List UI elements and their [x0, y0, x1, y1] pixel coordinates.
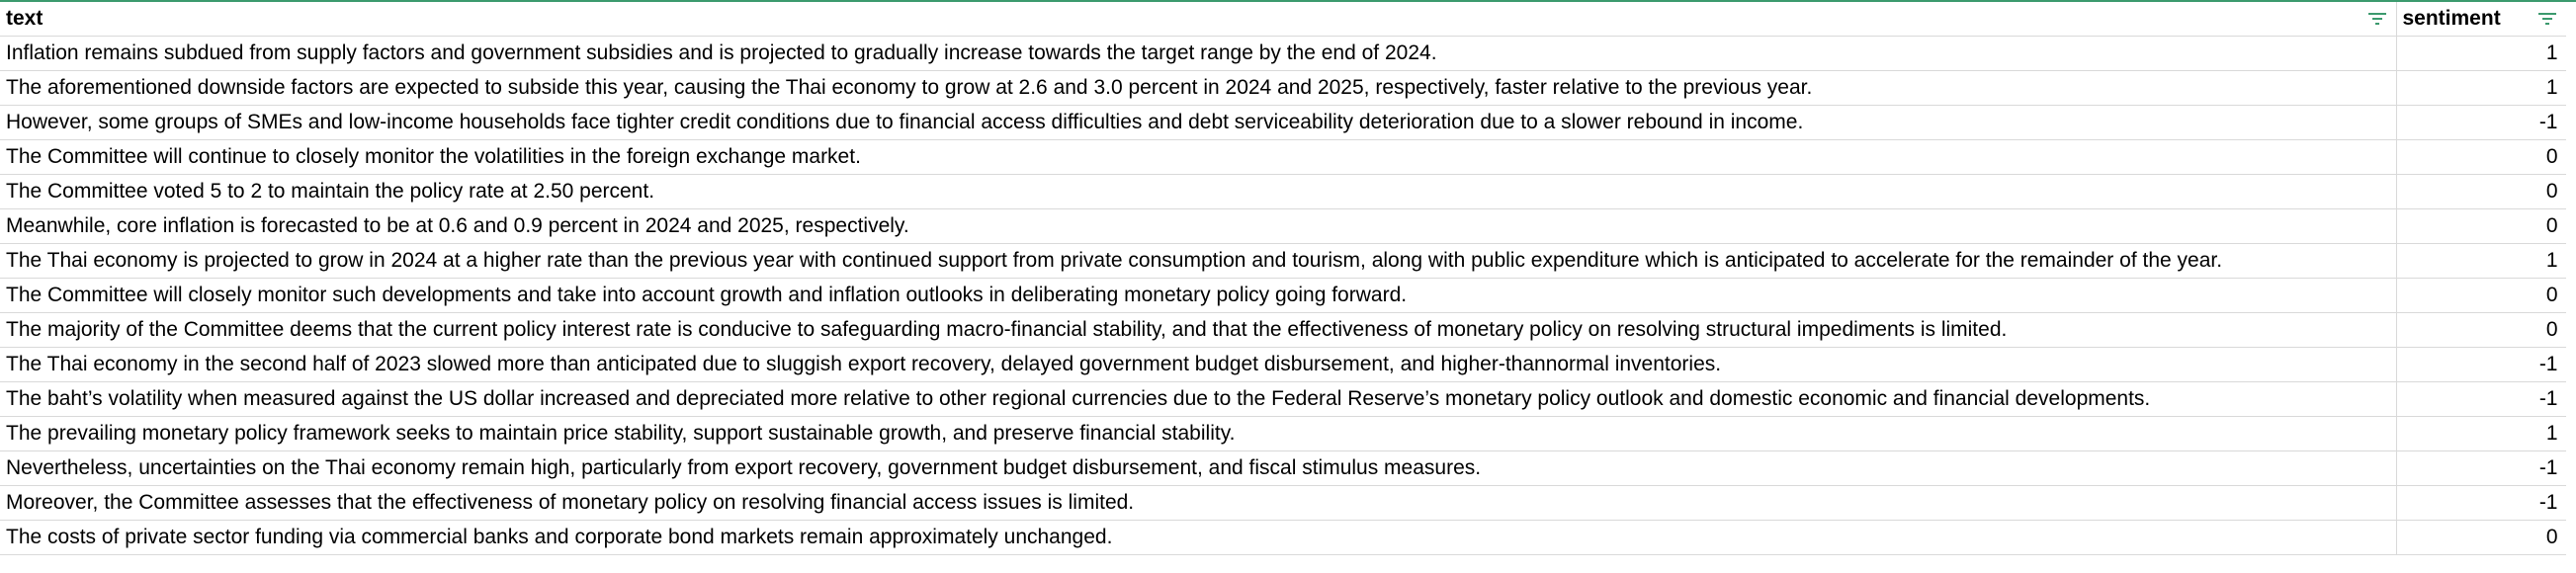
sentiment-cell[interactable]: 0: [2396, 520, 2566, 554]
table-row: [0, 105, 2566, 139]
text-cell[interactable]: However, some groups of SMEs and low-income households face tighter credit conditions due to financial access difficulties and debt serviceability deterioration due to a slower rebound in income.: [0, 105, 2396, 139]
sentiment-cell[interactable]: -1: [2396, 347, 2566, 381]
text-cell[interactable]: The Thai economy in the second half of 2023 slowed more than anticipated due to sluggish export recovery, delayed government budget disbursement, and higher-thannormal inventories.: [0, 347, 2396, 381]
table-row: [0, 174, 2566, 208]
table-row: [0, 243, 2566, 278]
table-row: [0, 381, 2566, 416]
text-cell[interactable]: The prevailing monetary policy framework seeks to maintain price stability, support sustainable growth, and preserve financial stability.: [0, 416, 2396, 450]
table-row: [0, 485, 2566, 520]
text-cell[interactable]: Moreover, the Committee assesses that the effectiveness of monetary policy on resolving financial access issues is limited.: [0, 485, 2396, 520]
text-cell[interactable]: Meanwhile, core inflation is forecasted to be at 0.6 and 0.9 percent in 2024 and 2025, respectively.: [0, 208, 2396, 243]
text-cell[interactable]: The costs of private sector funding via commercial banks and corporate bond markets remain approximately unchanged.: [0, 520, 2396, 554]
sheet-edge: [2566, 2, 2576, 573]
table-row: [0, 139, 2566, 174]
sentiment-cell[interactable]: -1: [2396, 450, 2566, 485]
column-header-text[interactable]: [0, 2, 2396, 36]
sentiment-cell[interactable]: 0: [2396, 208, 2566, 243]
sentiment-cell[interactable]: 1: [2396, 70, 2566, 105]
table-row: [0, 312, 2566, 347]
sentiment-cell[interactable]: -1: [2396, 381, 2566, 416]
column-header-text-label: text: [6, 6, 43, 30]
sentiment-cell[interactable]: -1: [2396, 485, 2566, 520]
text-cell[interactable]: The Committee voted 5 to 2 to maintain the policy rate at 2.50 percent.: [0, 174, 2396, 208]
text-cell[interactable]: The aforementioned downside factors are expected to subside this year, causing the Thai economy to grow at 2.6 and 3.0 percent in 2024 and 2025, respectively, faster relative to the previous year.: [0, 70, 2396, 105]
filter-icon[interactable]: [2366, 11, 2388, 27]
table-row: [0, 450, 2566, 485]
table-row: [0, 36, 2566, 70]
sentiment-cell[interactable]: 1: [2396, 416, 2566, 450]
table-row: [0, 520, 2566, 554]
sentiment-cell[interactable]: 1: [2396, 36, 2566, 70]
table-row: [0, 416, 2566, 450]
text-cell[interactable]: The Thai economy is projected to grow in 2024 at a higher rate than the previous year with continued support from private consumption and tourism, along with public expenditure which is anticipated to accelerate for the remainder of the year.: [0, 243, 2396, 278]
text-cell[interactable]: Inflation remains subdued from supply factors and government subsidies and is projected to gradually increase towards the target range by the end of 2024.: [0, 36, 2396, 70]
sentiment-cell[interactable]: 0: [2396, 312, 2566, 347]
header-row: [0, 2, 2566, 36]
text-cell[interactable]: The Committee will closely monitor such developments and take into account growth and inflation outlooks in deliberating monetary policy going forward.: [0, 278, 2396, 312]
text-cell[interactable]: The majority of the Committee deems that the current policy interest rate is conducive to safeguarding macro-financial stability, and that the effectiveness of monetary policy on resolving structural impediments is limited.: [0, 312, 2396, 347]
column-header-sentiment[interactable]: [2396, 2, 2566, 36]
filter-icon[interactable]: [2536, 11, 2558, 27]
sentiment-cell[interactable]: 1: [2396, 243, 2566, 278]
sentiment-cell[interactable]: 0: [2396, 278, 2566, 312]
text-cell[interactable]: The baht’s volatility when measured against the US dollar increased and depreciated more relative to other regional currencies due to the Federal Reserve’s monetary policy outlook and domestic economic and financial developments.: [0, 381, 2396, 416]
table-row: [0, 70, 2566, 105]
sentiment-cell[interactable]: 0: [2396, 174, 2566, 208]
sentiment-cell[interactable]: -1: [2396, 105, 2566, 139]
text-cell[interactable]: Nevertheless, uncertainties on the Thai economy remain high, particularly from export recovery, government budget disbursement, and fiscal stimulus measures.: [0, 450, 2396, 485]
sentiment-cell[interactable]: 0: [2396, 139, 2566, 174]
table-row: [0, 278, 2566, 312]
table-row: [0, 347, 2566, 381]
column-header-sentiment-label: sentiment: [2402, 6, 2501, 30]
data-table: [0, 2, 2567, 555]
text-cell[interactable]: The Committee will continue to closely monitor the volatilities in the foreign exchange market.: [0, 139, 2396, 174]
table-row: [0, 208, 2566, 243]
